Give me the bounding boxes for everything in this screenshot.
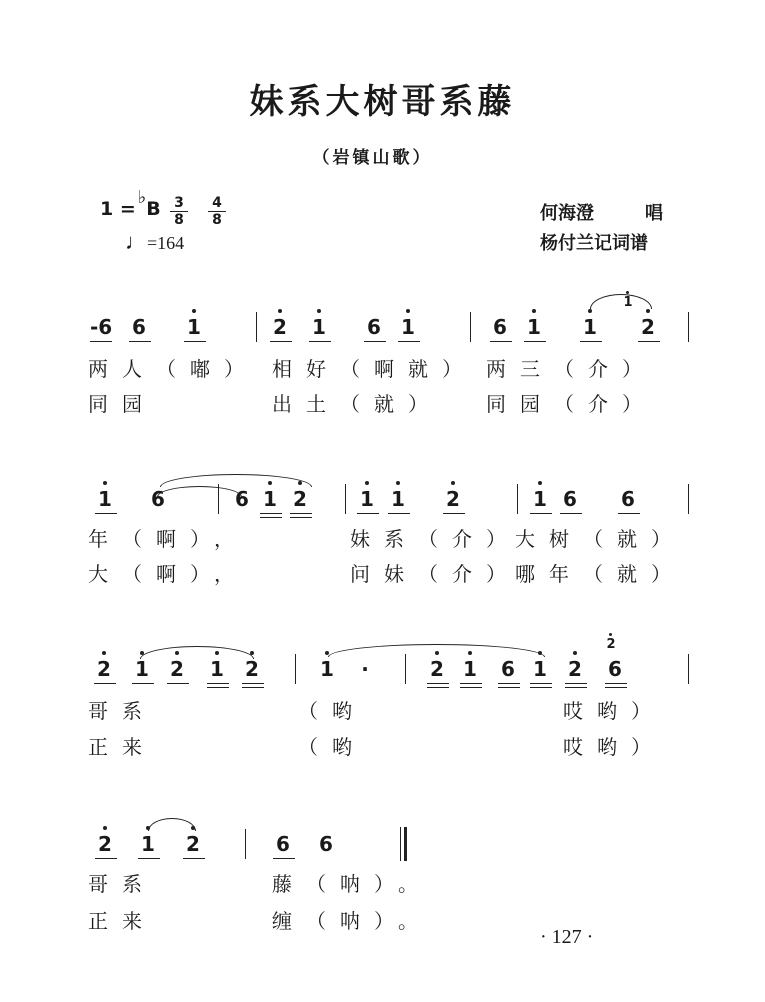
slur (160, 474, 312, 487)
note-digit: 6 (319, 832, 333, 856)
high-octave-dot (102, 651, 106, 655)
high-octave-dot (192, 309, 196, 313)
note-digit: 6 (493, 315, 507, 339)
lyric-segment: 同园 (88, 392, 156, 416)
eighth-underline (273, 858, 295, 859)
note-digit: 1 (187, 315, 201, 339)
note-digit: 6 (367, 315, 381, 339)
eighth-underline (290, 513, 312, 514)
eighth-underline (565, 683, 587, 684)
note (95, 488, 115, 510)
transcriber-credit: 杨付兰记词谱 (540, 233, 648, 254)
high-octave-dot (588, 309, 592, 313)
sixteenth-underline (260, 517, 282, 518)
note-digit: 2 (446, 487, 460, 511)
note-digit: 2 (98, 832, 112, 856)
time-signature-4-8 (208, 195, 226, 228)
note (207, 658, 227, 680)
grace-digit: 2 (606, 637, 616, 652)
sixteenth-underline (460, 687, 482, 688)
high-octave-dot (609, 633, 612, 636)
note-digit: 6 (563, 487, 577, 511)
tempo-marking (125, 229, 184, 255)
slur (148, 818, 196, 831)
note-digit: 6 (235, 487, 249, 511)
sixteenth-underline (565, 687, 587, 688)
eighth-underline (129, 341, 151, 342)
time-sig-denominator: 8 (212, 212, 222, 228)
note (605, 658, 625, 680)
flat-icon: ♭ (137, 187, 147, 208)
lyric-segment: 正来 (88, 735, 156, 759)
note (530, 488, 550, 510)
eighth-underline (95, 513, 117, 514)
eighth-underline (498, 683, 520, 684)
page-number: · 127 · (540, 926, 594, 948)
note-digit: 1 (533, 657, 547, 681)
sixteenth-underline (530, 687, 552, 688)
note (398, 316, 418, 338)
note (90, 315, 113, 339)
note-digit: · (361, 657, 369, 681)
slur (140, 646, 254, 659)
barline (245, 829, 246, 859)
note (638, 316, 658, 338)
note (273, 833, 293, 855)
note (443, 488, 463, 510)
note-digit: 2 (170, 657, 184, 681)
sixteenth-underline (207, 687, 229, 688)
eighth-underline (242, 683, 264, 684)
eighth-underline (132, 683, 154, 684)
key-signature (100, 187, 161, 220)
barline (688, 312, 689, 342)
eighth-underline (460, 683, 482, 684)
note-digit: 1 (135, 657, 149, 681)
augmentation-dot (355, 658, 375, 680)
eighth-underline (357, 513, 379, 514)
note-digit: 1 (263, 487, 277, 511)
eighth-underline (138, 858, 160, 859)
eighth-underline (443, 513, 465, 514)
note-digit: 2 (430, 657, 444, 681)
high-octave-dot (103, 826, 107, 830)
high-octave-dot (532, 309, 536, 313)
eighth-underline (388, 513, 410, 514)
eighth-underline (183, 858, 205, 859)
note (309, 316, 329, 338)
high-octave-dot (451, 481, 455, 485)
eighth-underline (95, 858, 117, 859)
note-digit: 2 (245, 657, 259, 681)
lyric-segment: 大树（就） (515, 527, 685, 551)
lyric-segment: 正来 (88, 909, 156, 933)
eighth-underline (530, 683, 552, 684)
time-sig-denominator: 8 (174, 212, 184, 228)
eighth-underline (618, 513, 640, 514)
lyric-segment: （哟 (298, 699, 366, 723)
song-subtitle: （岩镇山歌） (312, 148, 433, 168)
note (317, 658, 337, 680)
note (316, 833, 336, 855)
song-title: 妹系大树哥系藤 (249, 82, 516, 122)
note-digit: 1 (401, 315, 415, 339)
time-signature-3-8 (170, 195, 188, 228)
sixteenth-underline (605, 687, 627, 688)
high-octave-dot (103, 481, 107, 485)
eighth-underline (530, 513, 552, 514)
note (242, 658, 262, 680)
eighth-underline (207, 683, 229, 684)
lyric-segment: 哎哟） (563, 699, 665, 723)
time-sig-numerator: 4 (208, 195, 226, 212)
note (530, 658, 550, 680)
barline (517, 484, 518, 514)
note (94, 658, 114, 680)
eighth-underline (490, 341, 512, 342)
note-digit: 1 (141, 832, 155, 856)
lyric-segment: 同园（介） (486, 392, 656, 416)
eighth-underline (398, 341, 420, 342)
eighth-underline (309, 341, 331, 342)
slur (328, 644, 545, 657)
note-digit: 1 (391, 487, 405, 511)
high-octave-dot (646, 309, 650, 313)
eighth-underline (560, 513, 582, 514)
lyric-segment: 妹系（介） (350, 527, 520, 551)
lyric-segment: 大（啊）， (88, 562, 248, 586)
note-digit: 1 (533, 487, 547, 511)
note-digit: 1 (527, 315, 541, 339)
note (388, 488, 408, 510)
lyric-segment: 出土（就） (272, 392, 442, 416)
tempo-value: =164 (147, 233, 185, 253)
note-digit: 1 (463, 657, 477, 681)
eighth-underline (90, 341, 112, 342)
sixteenth-underline (427, 687, 449, 688)
eighth-underline (94, 683, 116, 684)
barline (688, 654, 689, 684)
note (184, 316, 204, 338)
note (183, 833, 203, 855)
note (260, 488, 280, 510)
eighth-underline (167, 683, 189, 684)
eighth-underline (364, 341, 386, 342)
note-digit: 2 (186, 832, 200, 856)
barline (345, 484, 346, 514)
sixteenth-underline (290, 517, 312, 518)
note-digit: 2 (97, 657, 111, 681)
note-digit: 1 (210, 657, 224, 681)
note (618, 488, 638, 510)
time-sig-numerator: 3 (170, 195, 188, 212)
note (138, 833, 158, 855)
high-octave-dot (365, 481, 369, 485)
note-digit: 1 (320, 657, 334, 681)
note (290, 488, 310, 510)
note (132, 658, 152, 680)
note (565, 658, 585, 680)
lyric-segment: 两人（嘟） (88, 357, 258, 381)
note-digit: 6 (132, 315, 146, 339)
note (357, 488, 377, 510)
eighth-underline (638, 341, 660, 342)
note (95, 833, 115, 855)
lyric-segment: 哥系 (88, 872, 156, 896)
note (560, 488, 580, 510)
eighth-underline (524, 341, 546, 342)
note-digit: 1 (360, 487, 374, 511)
note-digit: 2 (293, 487, 307, 511)
barline (688, 484, 689, 514)
key-note: B (146, 198, 161, 220)
high-octave-dot (317, 309, 321, 313)
high-octave-dot (538, 481, 542, 485)
eighth-underline (580, 341, 602, 342)
note-digit: 1 (98, 487, 112, 511)
note-digit: 6 (501, 657, 515, 681)
eighth-underline (184, 341, 206, 342)
note-digit: 6 (621, 487, 635, 511)
eighth-underline (270, 341, 292, 342)
high-octave-dot (573, 651, 577, 655)
grace-note (605, 638, 617, 652)
note (270, 316, 290, 338)
lyric-segment: 两三（介） (486, 357, 656, 381)
lyric-segment: 哎哟） (563, 735, 665, 759)
singer-role: 唱 (645, 203, 663, 224)
slur (157, 486, 242, 497)
lyric-segment: 缠（呐）。 (272, 909, 432, 933)
note (490, 316, 510, 338)
note-digit: 2 (568, 657, 582, 681)
lyric-segment: 藤（呐）。 (272, 872, 432, 896)
note (167, 658, 187, 680)
barline (405, 654, 406, 684)
note (460, 658, 480, 680)
high-octave-dot (278, 309, 282, 313)
lyric-segment: 年（啊）， (88, 527, 248, 551)
barline (470, 312, 471, 342)
eighth-underline (260, 513, 282, 514)
note (524, 316, 544, 338)
note (498, 658, 518, 680)
sixteenth-underline (498, 687, 520, 688)
final-barline (400, 827, 407, 861)
note-digit: 1 (312, 315, 326, 339)
lyric-segment: （哟 (298, 735, 366, 759)
note-digit: 6 (276, 832, 290, 856)
lyric-segment: 哥系 (88, 699, 156, 723)
lyric-segment: 问妹（介） (350, 562, 520, 586)
eighth-underline (605, 683, 627, 684)
note (580, 316, 600, 338)
barline (256, 312, 257, 342)
note-digit: 2 (273, 315, 287, 339)
note (427, 658, 447, 680)
slur (590, 294, 652, 309)
note-digit: 2 (641, 315, 655, 339)
barline (295, 654, 296, 684)
high-octave-dot (406, 309, 410, 313)
quarter-note-icon: ♩ (125, 229, 147, 254)
singer-name: 何海澄 (540, 203, 594, 224)
high-octave-dot (396, 481, 400, 485)
note-digit: 1 (583, 315, 597, 339)
lyric-segment: 哪年（就） (515, 562, 685, 586)
note (364, 316, 384, 338)
lyric-segment: 相好（啊就） (272, 357, 476, 381)
key-prefix: 1 = (100, 198, 136, 220)
eighth-underline (427, 683, 449, 684)
note (129, 316, 149, 338)
note-digit: 6 (151, 487, 165, 511)
grace-digit: 1 (623, 295, 633, 310)
note-digit: -6 (90, 315, 113, 339)
note-digit: 6 (608, 657, 622, 681)
sixteenth-underline (242, 687, 264, 688)
